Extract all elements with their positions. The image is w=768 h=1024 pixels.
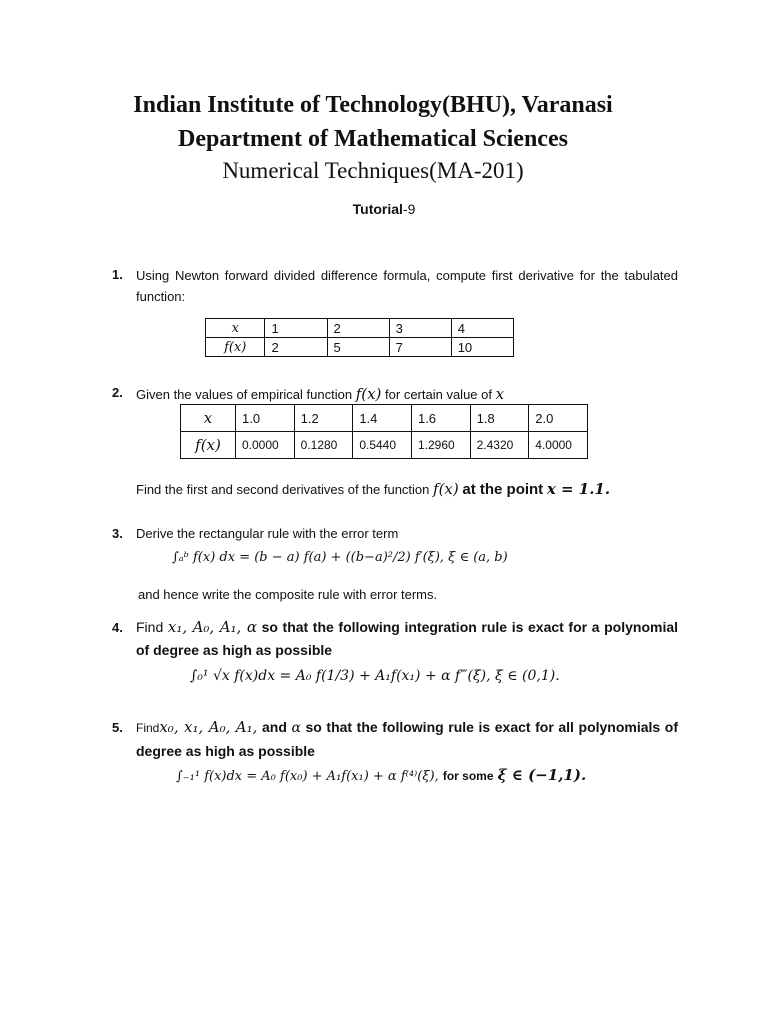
q5-text: Findx₀, x₁, A₀, A₁, and α so that the following rule is exact for all polynomials of degree as high as possible [136,718,678,759]
table-row: x 1.0 1.2 1.4 1.6 1.8 2.0 [181,405,588,432]
q1-table [205,318,514,357]
table-row: x 1 2 3 4 [206,319,514,338]
q2-table [180,404,588,459]
q3-formula: ∫ₐᵇ f(x) dx = (b − a) f(a) + ((b−a)²/2) f′(ξ), ξ ∈ (a, b) [172,550,508,565]
q5-formula: ∫₋₁¹ f(x)dx = A₀ f(x₀) + A₁f(x₁) + α f⁽⁴⁾(ξ), for some ξ ∈ (−1,1). [176,766,587,784]
q3-after-text: and hence write the composite rule with error terms. [138,587,438,602]
tutorial-heading: Tutorial-9 [352,201,416,217]
institute-title: Indian Institute of Technology(BHU), Varanasi [133,92,613,118]
q5-number: 5. [112,720,123,735]
q1-number: 1. [112,267,123,282]
table-row: f(x) 2 5 7 10 [206,338,514,357]
q4-text: Find x₁, A₀, A₁, α so that the following integration rule is exact for a polynomial of degree as high as possible [136,618,679,658]
course-title: Numerical Techniques(MA-201) [222,158,524,183]
q3-number: 3. [112,526,123,541]
q2-text: Given the values of empirical function f(x) for certain value of x [136,385,505,403]
q2-find-text: Find the first and second derivatives of the function f(x) at the point x = 1.1. [136,480,611,498]
q2-number: 2. [112,385,123,400]
q4-number: 4. [112,620,123,635]
q1-text: Using Newton forward divided difference formula, compute first derivative for the tabulated function: [136,268,678,304]
table-row: f(x) 0.0000 0.1280 0.5440 1.2960 2.4320 4.0000 [181,432,588,459]
q3-text: Derive the rectangular rule with the error term [136,526,399,541]
q4-formula: ∫₀¹ √x f(x)dx = A₀ f(1/3) + A₁f(x₁) + α f‴(ξ), ξ ∈ (0,1). [190,668,560,684]
department-title: Department of Mathematical Sciences [178,126,568,152]
